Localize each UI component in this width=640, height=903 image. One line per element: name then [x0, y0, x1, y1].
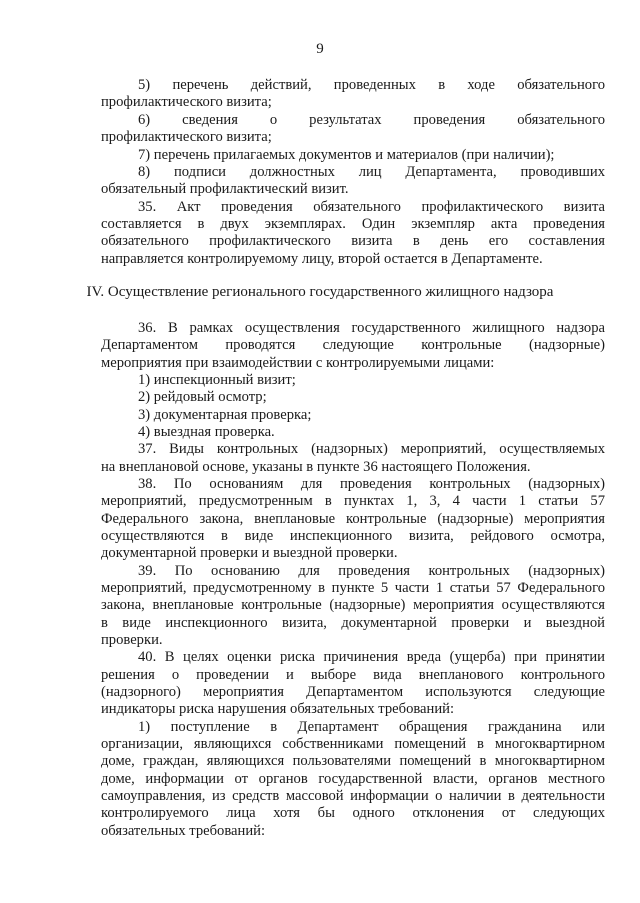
text-line: доме, информации от органов государственной власти, органов местного [101, 771, 605, 787]
list-item: 3) документарная проверка; [138, 407, 312, 423]
text-line: Департаментом проводятся следующие контрольные (надзорные) [101, 337, 605, 353]
list-item: 1) инспекционный визит; [138, 372, 296, 388]
text-line: 36. В рамках осуществления государственного жилищного надзора [138, 320, 605, 336]
text-line: 38. По основаниям для проведения контрольных (надзорных) [138, 476, 605, 492]
text-line: 35. Акт проведения обязательного профилактического визита [138, 199, 605, 215]
text-line: обязательный профилактический визит. [101, 181, 349, 197]
text-line: мероприятий, предусмотренному в пункте 5 части 1 статьи 57 Федерального [101, 580, 605, 596]
text-line: (надзорного) мероприятия Департаментом используются следующие [101, 684, 605, 700]
text-line: обязательных требований: [101, 823, 266, 839]
text-line: профилактического визита; [101, 129, 272, 145]
text-line: документарной проверки и выездной проверки. [101, 545, 398, 561]
text-line: направляется контролируемому лицу, второй остается в Департаменте. [101, 251, 543, 267]
text-line: закона, внеплановые контрольные (надзорные) мероприятия осуществляются [101, 597, 605, 613]
list-item: 4) выездная проверка. [138, 424, 275, 440]
text-line: 7) перечень прилагаемых документов и материалов (при наличии); [138, 147, 555, 163]
text-line: мероприятий, предусмотренным в пунктах 1, 3, 4 части 1 статьи 57 [101, 493, 605, 509]
text-line: профилактического визита; [101, 94, 272, 110]
text-line: 6) сведения о результатах проведения обязательного [138, 112, 605, 128]
text-line: обязательного профилактического визита в день его составления [101, 233, 605, 249]
text-line: 40. В целях оценки риска причинения вреда (ущерба) при принятии [138, 649, 605, 665]
section-heading: IV. Осуществление регионального государственного жилищного надзора [86, 284, 554, 300]
text-line: проверки. [101, 632, 163, 648]
text-line: 8) подписи должностных лиц Департамента, проводивших [138, 164, 605, 180]
text-line: 1) поступление в Департамент обращения гражданина или [138, 719, 605, 735]
text-line: Федерального закона, внеплановые контрольные (надзорные) мероприятия [101, 511, 605, 527]
text-line: контролируемого лица хотя бы одного отклонения от следующих [101, 805, 605, 821]
text-line: в виде инспекционного визита, документарной проверки и выездной [101, 615, 605, 631]
text-line: 37. Виды контрольных (надзорных) мероприятий, осуществляемых [138, 441, 605, 457]
page-number: 9 [316, 41, 324, 57]
text-line: решения о проведении и выборе вида внепланового контрольного [101, 667, 605, 683]
text-line: 39. По основанию для проведения контрольных (надзорных) [138, 563, 605, 579]
text-line: индикаторы риска нарушения обязательных требований: [101, 701, 455, 717]
text-line: мероприятия при взаимодействии с контролируемыми лицами: [101, 355, 495, 371]
list-item: 2) рейдовый осмотр; [138, 389, 267, 405]
text-line: организации, являющихся собственниками помещений в многоквартирном [101, 736, 605, 752]
text-line: 5) перечень действий, проведенных в ходе обязательного [138, 77, 605, 93]
text-line: доме, граждан, являющихся пользователями помещений в многоквартирном [101, 753, 605, 769]
text-line: самоуправления, из средств массовой информации о наличии в деятельности [101, 788, 605, 804]
text-line: осуществляются в виде инспекционного визита, рейдового осмотра, [101, 528, 605, 544]
text-line: на внеплановой основе, указаны в пункте 36 настоящего Положения. [101, 459, 531, 475]
text-line: составляется в двух экземплярах. Один экземпляр акта проведения [101, 216, 605, 232]
